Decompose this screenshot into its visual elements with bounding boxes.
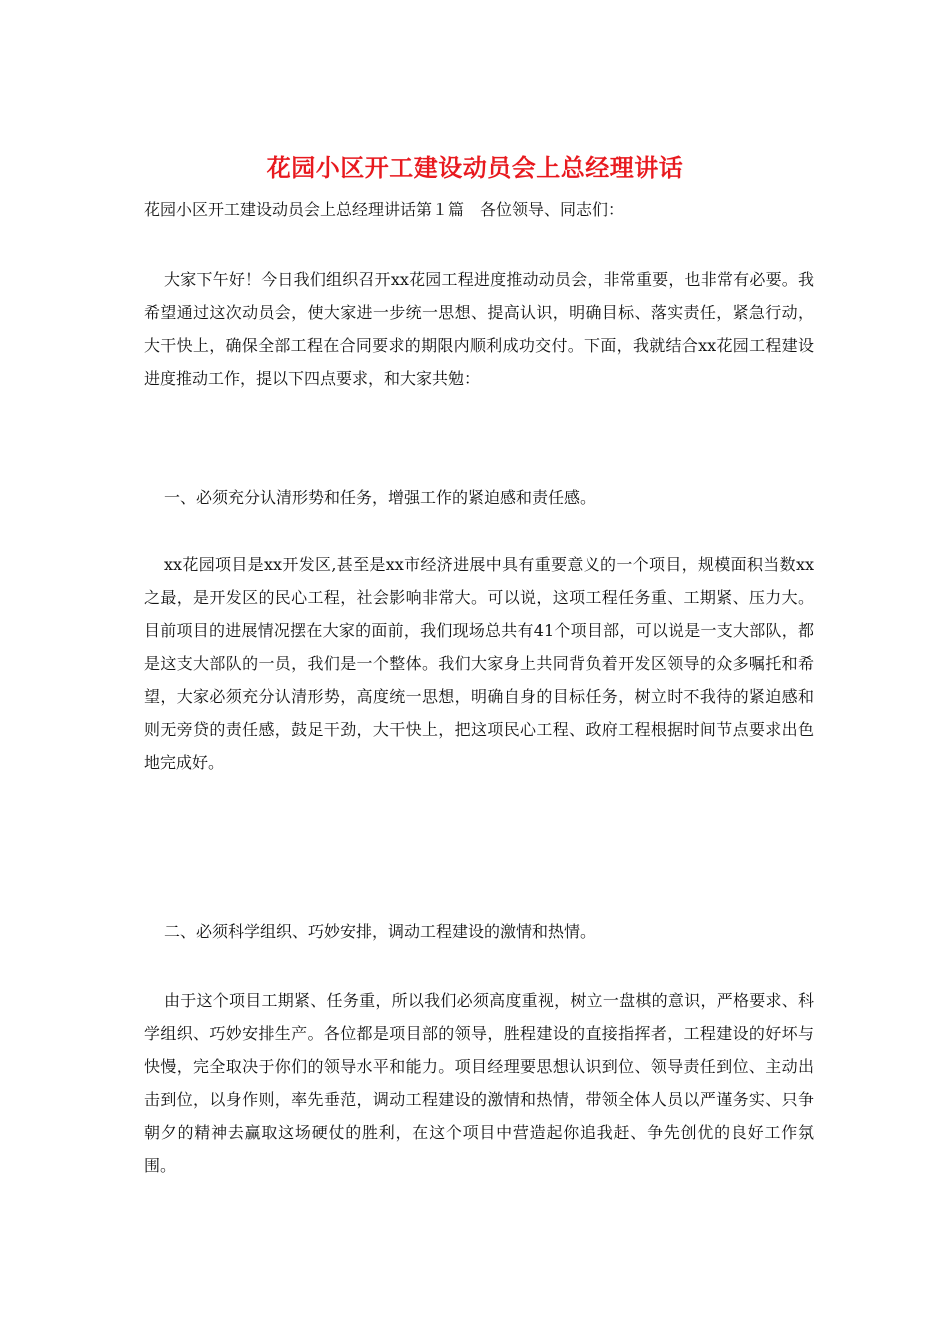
paragraph-intro: 大家下午好！今日我们组织召开xx花园工程进度推动动员会，非常重要，也非常有必要。我希望通过这次动员会，使大家进一步统一思想、提高认识，明确目标、落实责任，紧急行动，大干快上，确保全部工程在合同要求的期限内顺利成功交付。下面，我就结合xx花园工程建设进度推动工作，提以下四点要求，和大家共勉： [144, 270, 814, 388]
section-heading-2: 二、必须科学组织、巧妙安排，调动工程建设的激情和热情。 [164, 922, 597, 941]
paragraph-section-1: xx花园项目是xx开发区,甚至是xx市经济进展中具有重要意义的一个项目，规模面积当数xx之最，是开发区的民心工程，社会影响非常大。可以说，这项工程任务重、工期紧、压力大。目前项目的进展情况摆在大家的面前，我们现场总共有41个项目部，可以说是一支大部队，都是这支大部队的一员，我们是一个整体。我们大家身上共同背负着开发区领导的众多嘱托和希望，大家必须充分认清形势，高度统一思想，明确自身的目标任务，树立时不我待的紧迫感和则无旁贷的责任感，鼓足干劲，大干快上，把这项民心工程、政府工程根据时间节点要求出色地完成好。 [144, 555, 814, 772]
paragraph-section-2: 由于这个项目工期紧、任务重，所以我们必须高度重视，树立一盘棋的意识，严格要求、科学组织、巧妙安排生产。各位都是项目部的领导，胜程建设的直接指挥者，工程建设的好坏与快慢，完全取决于你们的领导水平和能力。项目经理要思想认识到位、领导责任到位、主动出击到位，以身作则，率先垂范，调动工程建设的激情和热情，带领全体人员以严谨务实、只争朝夕的精神去赢取这场硬仗的胜利，在这个项目中营造起你追我赶、争先创优的良好工作氛围。 [144, 991, 814, 1175]
document-title: 花园小区开工建设动员会上总经理讲话 [266, 153, 684, 182]
section-heading-1: 一、必须充分认清形势和任务，增强工作的紧迫感和责任感。 [164, 488, 597, 507]
document-subtitle: 花园小区开工建设动员会上总经理讲话第１篇 各位领导、同志们： [144, 200, 625, 219]
